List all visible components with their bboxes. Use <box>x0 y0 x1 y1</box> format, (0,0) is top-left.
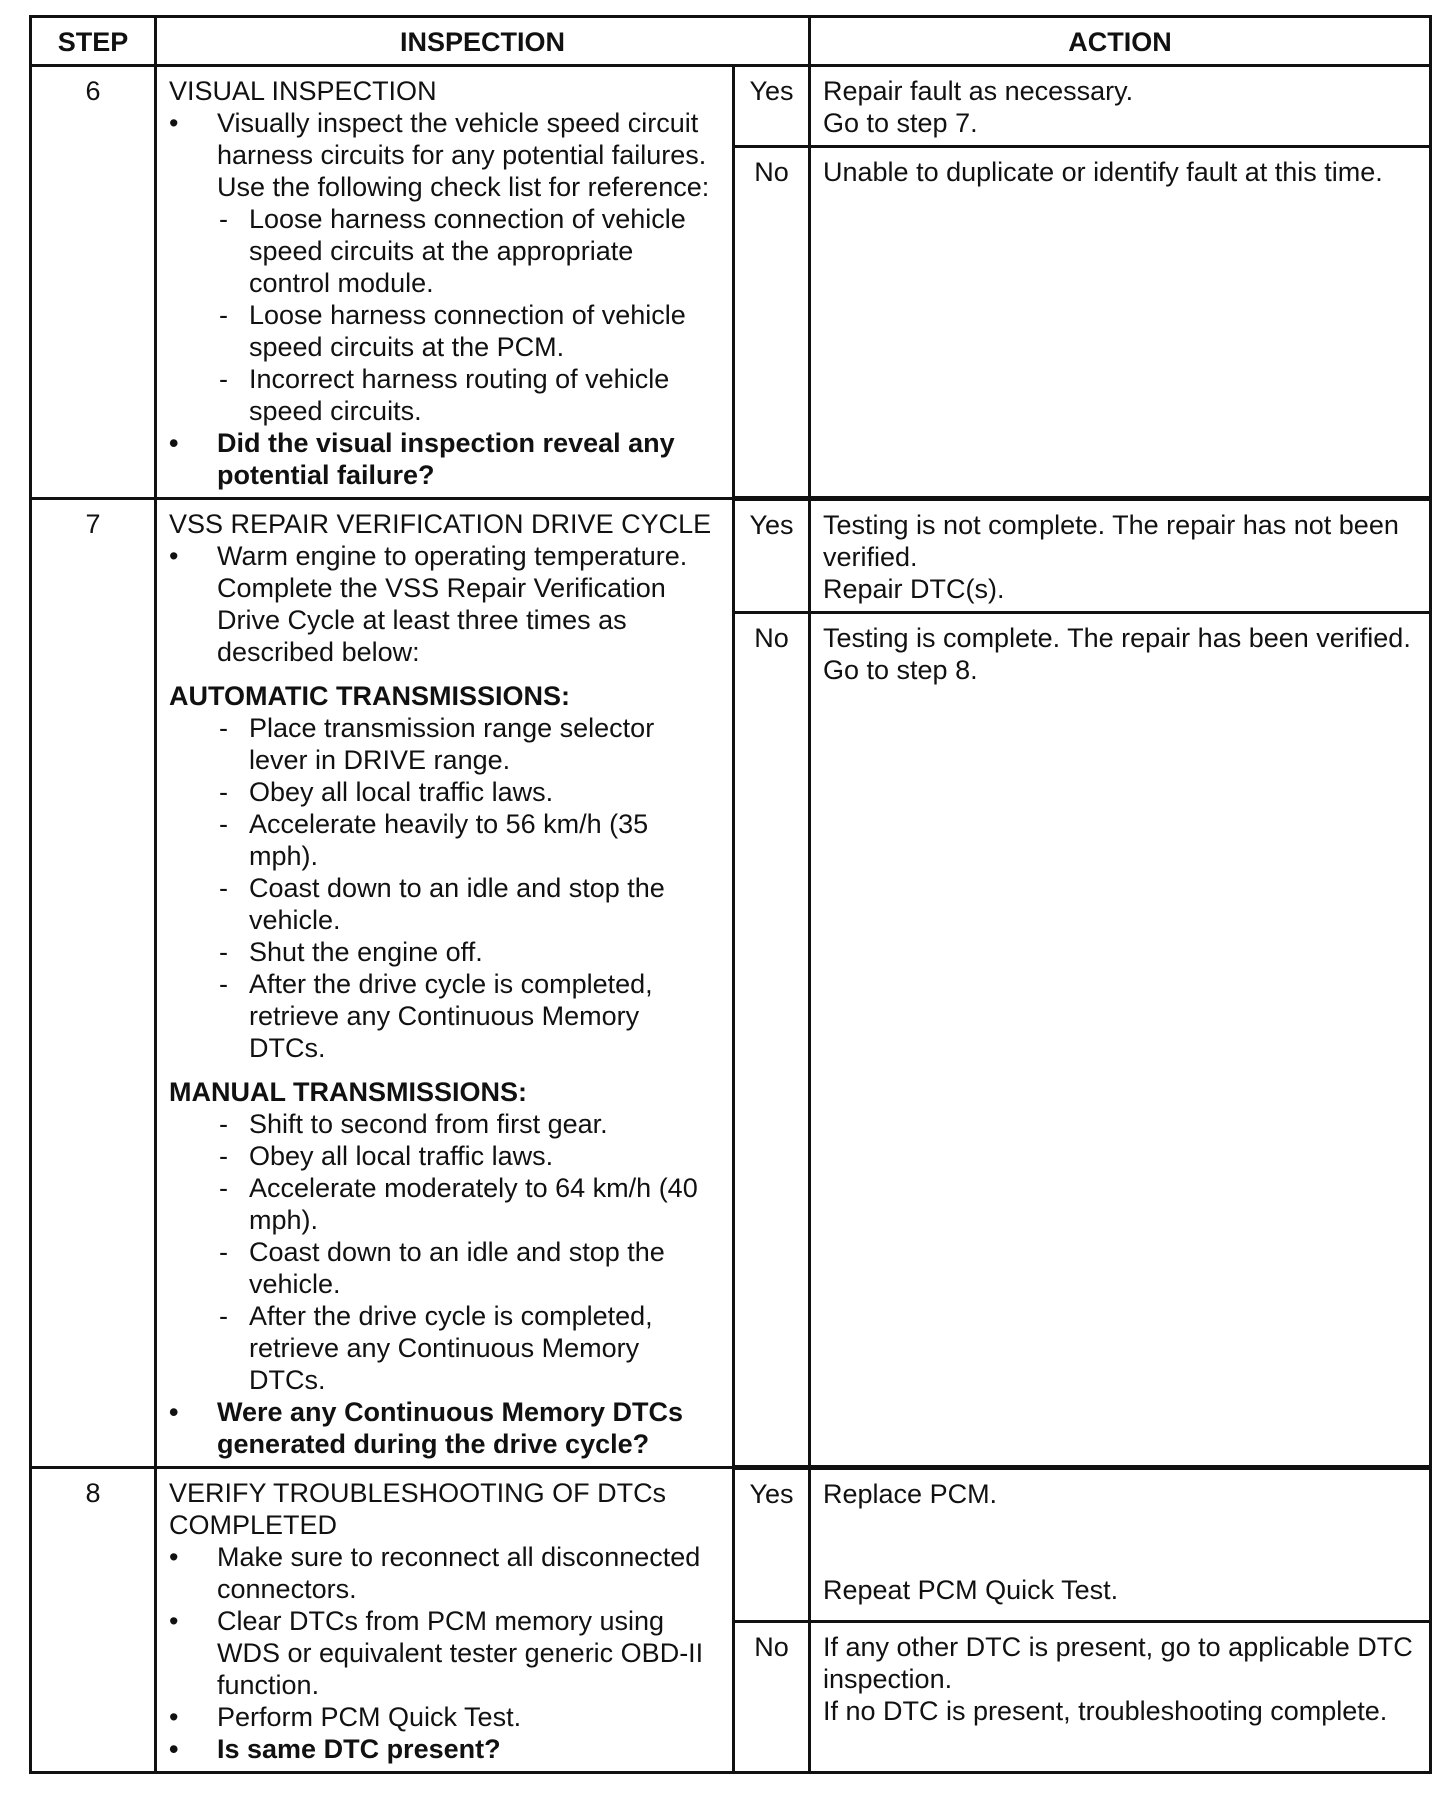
step-6-inspection <box>156 66 734 499</box>
manual-transmissions-heading: MANUAL TRANSMISSIONS: <box>169 1077 528 1107</box>
action-line: If no DTC is present, troubleshooting complete. <box>823 1696 1388 1726</box>
action-line: If any other DTC is present, go to applicable DTC inspection. <box>823 1632 1413 1694</box>
step-6-yes-label: Yes <box>734 66 810 147</box>
list-item: - After the drive cycle is completed, retrieve any Continuous Memory DTCs. <box>217 1300 720 1396</box>
step-6-checklist <box>217 203 720 427</box>
list-item: - Coast down to an idle and stop the vehicle. <box>217 872 720 936</box>
step-6-number: 6 <box>31 66 156 499</box>
step-6-question: • Did the visual inspection reveal any potential failure? <box>169 427 720 491</box>
step-8-number: 8 <box>31 1468 156 1773</box>
list-item: - Shut the engine off. <box>217 936 720 968</box>
step-6-title: VISUAL INSPECTION <box>169 76 437 106</box>
list-item: - Coast down to an idle and stop the vehicle. <box>217 1236 720 1300</box>
step-8-yes-label: Yes <box>734 1468 810 1622</box>
step-7-no-label: No <box>734 613 810 1468</box>
list-item: • Make sure to reconnect all disconnected connectors. <box>169 1541 720 1605</box>
step-7-number: 7 <box>31 499 156 1468</box>
list-item: - Loose harness connection of vehicle speed circuits at the PCM. <box>217 299 720 363</box>
step-8-no-label: No <box>734 1622 810 1773</box>
step-7-yes-row <box>31 499 1431 613</box>
list-item: - Accelerate heavily to 56 km/h (35 mph). <box>217 808 720 872</box>
table-header-row <box>31 17 1431 66</box>
step-7-question: • Were any Continuous Memory DTCs generated during the drive cycle? <box>169 1396 720 1460</box>
step-7-no-action <box>810 613 1431 1468</box>
step-8-bullets <box>169 1541 720 1765</box>
list-item: - After the drive cycle is completed, retrieve any Continuous Memory DTCs. <box>217 968 720 1064</box>
action-line: Repair DTC(s). <box>823 574 1005 604</box>
list-item: - Place transmission range selector lever in DRIVE range. <box>217 712 720 776</box>
action-line: Unable to duplicate or identify fault at this time. <box>823 157 1383 187</box>
step-7-bullets <box>169 540 720 668</box>
dtc-inspection-table <box>29 15 1432 1774</box>
step-6-bullet-1-text: Visually inspect the vehicle speed circuit harness circuits for any potential failures. Use the following check list for reference: <box>217 108 710 202</box>
step-8-inspection <box>156 1468 734 1773</box>
action-line: Repair fault as necessary. <box>823 76 1134 106</box>
step-7-inspection <box>156 499 734 1468</box>
action-line: Go to step 8. <box>823 655 978 685</box>
step-7-yes-action <box>810 499 1431 613</box>
list-item: - Shift to second from first gear. <box>217 1108 720 1140</box>
step-8-no-action <box>810 1622 1431 1773</box>
header-action: ACTION <box>810 17 1431 66</box>
action-line: Testing is complete. The repair has been verified. <box>823 623 1411 653</box>
action-line: Replace PCM. <box>823 1479 998 1509</box>
step-6-no-label: No <box>734 147 810 499</box>
step-6-bullet-1 <box>169 107 720 427</box>
step-6-yes-row <box>31 66 1431 147</box>
list-item: - Incorrect harness routing of vehicle speed circuits. <box>217 363 720 427</box>
list-item: - Loose harness connection of vehicle speed circuits at the appropriate control module. <box>217 203 720 299</box>
header-step: STEP <box>31 17 156 66</box>
step-7-title: VSS REPAIR VERIFICATION DRIVE CYCLE <box>169 509 712 539</box>
action-line: Repeat PCM Quick Test. <box>823 1575 1119 1605</box>
automatic-transmissions-heading: AUTOMATIC TRANSMISSIONS: <box>169 681 570 711</box>
manual-steps-list <box>217 1108 720 1396</box>
list-item: - Obey all local traffic laws. <box>217 1140 720 1172</box>
list-item: • Perform PCM Quick Test. <box>169 1701 720 1733</box>
header-inspection: INSPECTION <box>156 17 810 66</box>
automatic-steps-list <box>217 712 720 1064</box>
step-7-bullet-1: • Warm engine to operating temperature. Complete the VSS Repair Verification Drive Cycle at least three times as described below: <box>169 540 720 668</box>
list-item: - Accelerate moderately to 64 km/h (40 mph). <box>217 1172 720 1236</box>
step-6-bullets <box>169 107 720 491</box>
action-line: Testing is not complete. The repair has not been verified. <box>823 510 1399 572</box>
step-6-yes-action <box>810 66 1431 147</box>
action-line: Go to step 7. <box>823 108 978 138</box>
step-8-title: VERIFY TROUBLESHOOTING OF DTCs COMPLETED <box>169 1478 667 1540</box>
step-6-no-action <box>810 147 1431 499</box>
step-7-yes-label: Yes <box>734 499 810 613</box>
step-8-question: • Is same DTC present? <box>169 1733 720 1765</box>
list-item: • Clear DTCs from PCM memory using WDS or equivalent tester generic OBD-II function. <box>169 1605 720 1701</box>
step-7-question-list <box>169 1396 720 1460</box>
list-item: - Obey all local traffic laws. <box>217 776 720 808</box>
action-spacer <box>823 1510 1417 1574</box>
step-8-yes-action <box>810 1468 1431 1622</box>
step-8-yes-row <box>31 1468 1431 1622</box>
